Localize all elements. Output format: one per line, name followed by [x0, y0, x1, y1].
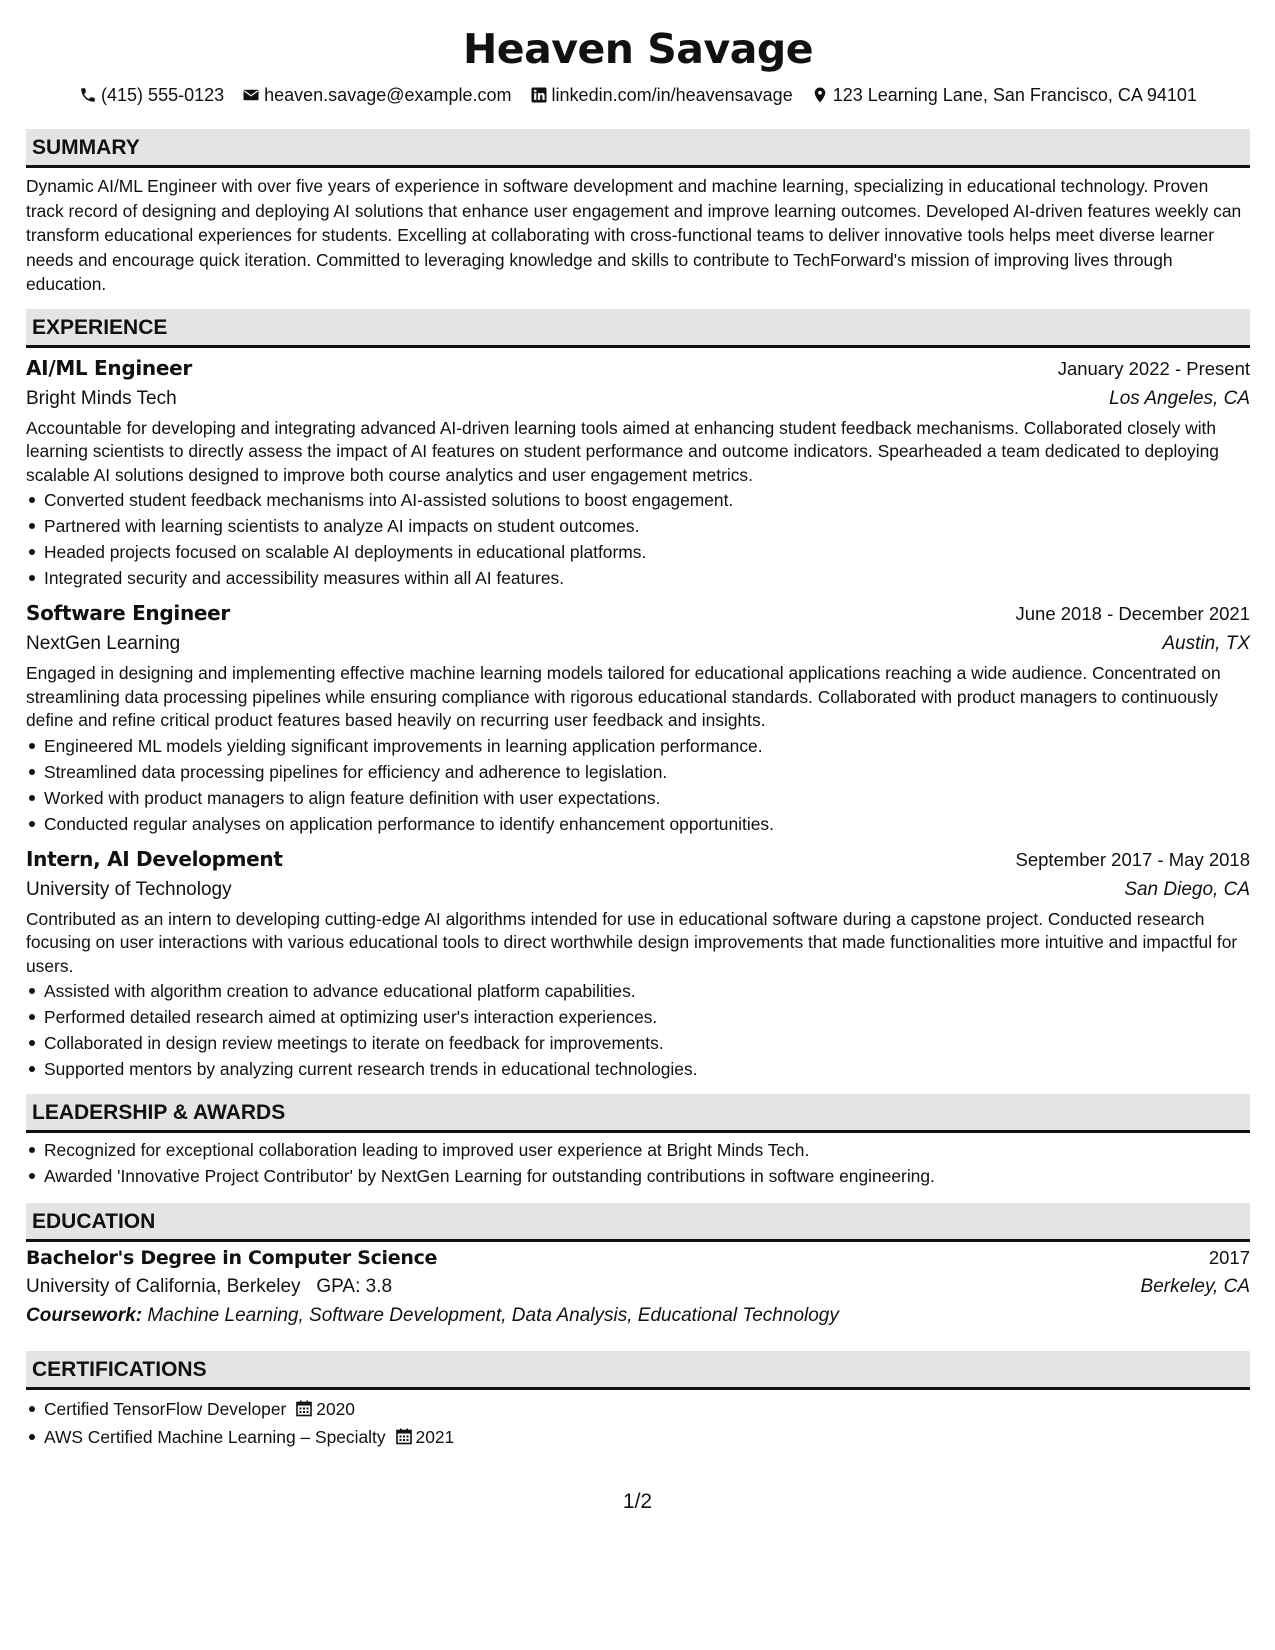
list-item: Converted student feedback mechanisms into AI-assisted solutions to boost engagement.: [44, 487, 1250, 513]
linkedin-link[interactable]: linkedin.com/in/heavensavage: [551, 84, 793, 105]
job-bullets: [26, 487, 1250, 591]
coursework-label: Coursework:: [26, 1305, 143, 1327]
job-description: Engaged in designing and implementing effective machine learning models tailored for educational applications reaching a wide audience. Concentrated on streamlining data processing pipelines while ensuring compliance with rigorous educational standards. Collaborated with product managers to continuously define and refine critical product features based heavily on recurring user feedback and insights.: [26, 663, 1221, 731]
contact-bar: [26, 78, 1250, 112]
list-item: Headed projects focused on scalable AI deployments in educational platforms.: [44, 539, 1250, 565]
job-title: Software Engineer: [26, 601, 230, 626]
certification-name: AWS Certified Machine Learning – Specialty: [44, 1427, 386, 1448]
list-item: Assisted with algorithm creation to advance educational platform capabilities.: [44, 978, 1250, 1004]
email-link[interactable]: heaven.savage@example.com: [264, 84, 512, 105]
map-pin-icon: [811, 86, 829, 104]
coursework: [26, 1301, 1250, 1331]
list-item: Performed detailed research aimed at optimizing user's interaction experiences.: [44, 1004, 1250, 1030]
job-bullets: [26, 733, 1250, 837]
job-entry: [26, 843, 1250, 1083]
certification-year: 2020: [316, 1399, 355, 1420]
job-title: Intern, AI Development: [26, 846, 283, 871]
section-header-education: EDUCATION: [26, 1203, 1250, 1242]
list-item: Partnered with learning scientists to analyze AI impacts on student outcomes.: [44, 513, 1250, 539]
job-description: Contributed as an intern to developing cutting-edge AI algorithms intended for use in educational software during a capstone project. Conducted research focusing on user interactions with various educational tools to direct worthwhile design improvements that made functionalities more intuitive and impactful for users.: [26, 908, 1238, 976]
job-location: Los Angeles, CA: [1109, 387, 1250, 409]
phone-icon: [79, 86, 97, 104]
certification-name: Certified TensorFlow Developer: [44, 1399, 287, 1420]
list-item: Streamlined data processing pipelines for efficiency and adherence to legislation.: [44, 759, 1250, 785]
job-company: University of Technology: [26, 878, 232, 900]
list-item: Integrated security and accessibility measures within all AI features.: [44, 565, 1250, 591]
job-location: San Diego, CA: [1124, 878, 1250, 900]
page-number: 1/2: [622, 1490, 653, 1513]
gpa: GPA: 3.8: [316, 1276, 393, 1298]
job-entry: [26, 597, 1250, 837]
job-company: NextGen Learning: [26, 633, 181, 655]
school-location: Berkeley, CA: [1140, 1276, 1250, 1298]
envelope-icon: [242, 86, 260, 104]
graduation-year: 2017: [1208, 1247, 1250, 1269]
coursework-list: Machine Learning, Software Development, Data Analysis, Educational Technology: [147, 1305, 839, 1327]
summary-text: Dynamic AI/ML Engineer with over five years of experience in software development and machine learning, specializing in educational technology. Proven track record of designing and deploying AI solutions that enhance user engagement and improve learning outcomes. Developed AI-driven features weekly can transform educational experiences for students. Excelling at collaborating with cross-functional teams to deliver innovative tools helps meet diverse learner needs and encourage quick iteration. Committed to leveraging knowledge and skills to contribute to TechForward's mission of improving lives through education.: [26, 176, 1242, 295]
job-dates: June 2018 - December 2021: [1015, 603, 1250, 625]
list-item: Worked with product managers to align feature definition with user expectations.: [44, 785, 1250, 811]
list-item: Conducted regular analyses on application performance to identify enhancement opportunities.: [44, 811, 1250, 837]
list-item: [44, 1424, 1250, 1452]
list-item: [44, 1396, 1250, 1424]
section-header-summary: SUMMARY: [26, 129, 1250, 168]
linkedin-icon: [530, 86, 548, 104]
phone-text: (415) 555-0123: [101, 84, 225, 105]
contact-address: [811, 85, 1197, 106]
list-item: Engineered ML models yielding significant improvements in learning application performance.: [44, 733, 1250, 759]
candidate-name: Heaven Savage: [462, 25, 814, 73]
job-title: AI/ML Engineer: [26, 355, 192, 380]
resume-page: [26, 0, 1250, 1452]
contact-phone: [79, 85, 224, 106]
certification-year: 2021: [415, 1427, 455, 1448]
job-company: Bright Minds Tech: [26, 387, 177, 409]
section-header-experience: EXPERIENCE: [26, 309, 1250, 348]
job-dates: January 2022 - Present: [1057, 357, 1250, 379]
list-item: Awarded 'Innovative Project Contributor' by NextGen Learning for outstanding contributions in software engineering.: [44, 1163, 1250, 1189]
calendar-icon: [296, 1398, 312, 1424]
contact-email[interactable]: [242, 85, 511, 106]
job-bullets: [26, 978, 1250, 1082]
job-dates: September 2017 - May 2018: [1015, 848, 1250, 870]
leadership-list: [26, 1137, 1250, 1189]
section-header-leadership: LEADERSHIP & AWARDS: [26, 1094, 1250, 1133]
section-header-certifications: CERTIFICATIONS: [26, 1351, 1250, 1390]
job-location: Austin, TX: [1162, 633, 1250, 655]
job-entry: [26, 352, 1250, 592]
degree-title: Bachelor's Degree in Computer Science: [26, 1247, 438, 1270]
job-description: Accountable for developing and integrating advanced AI-driven learning tools aimed at enhancing student feedback mechanisms. Collaborated closely with learning scientists to directly assess the impact of AI features on student performance and outcome indicators. Spearheaded a team dedicated to deploying scalable AI solutions designed to improve both course analytics and user engagement metrics.: [26, 417, 1219, 485]
school-name: University of California, Berkeley: [26, 1276, 301, 1298]
address-text: 123 Learning Lane, San Francisco, CA 94101: [832, 84, 1197, 105]
list-item: Recognized for exceptional collaboration leading to improved user experience at Bright Minds Tech.: [44, 1137, 1250, 1163]
list-item: Collaborated in design review meetings to iterate on feedback for improvements.: [44, 1030, 1250, 1056]
contact-linkedin[interactable]: [530, 85, 793, 106]
calendar-icon: [396, 1426, 412, 1452]
education-entry: [26, 1242, 1250, 1331]
certifications-list: [26, 1396, 1250, 1452]
list-item: Supported mentors by analyzing current research trends in educational technologies.: [44, 1056, 1250, 1082]
